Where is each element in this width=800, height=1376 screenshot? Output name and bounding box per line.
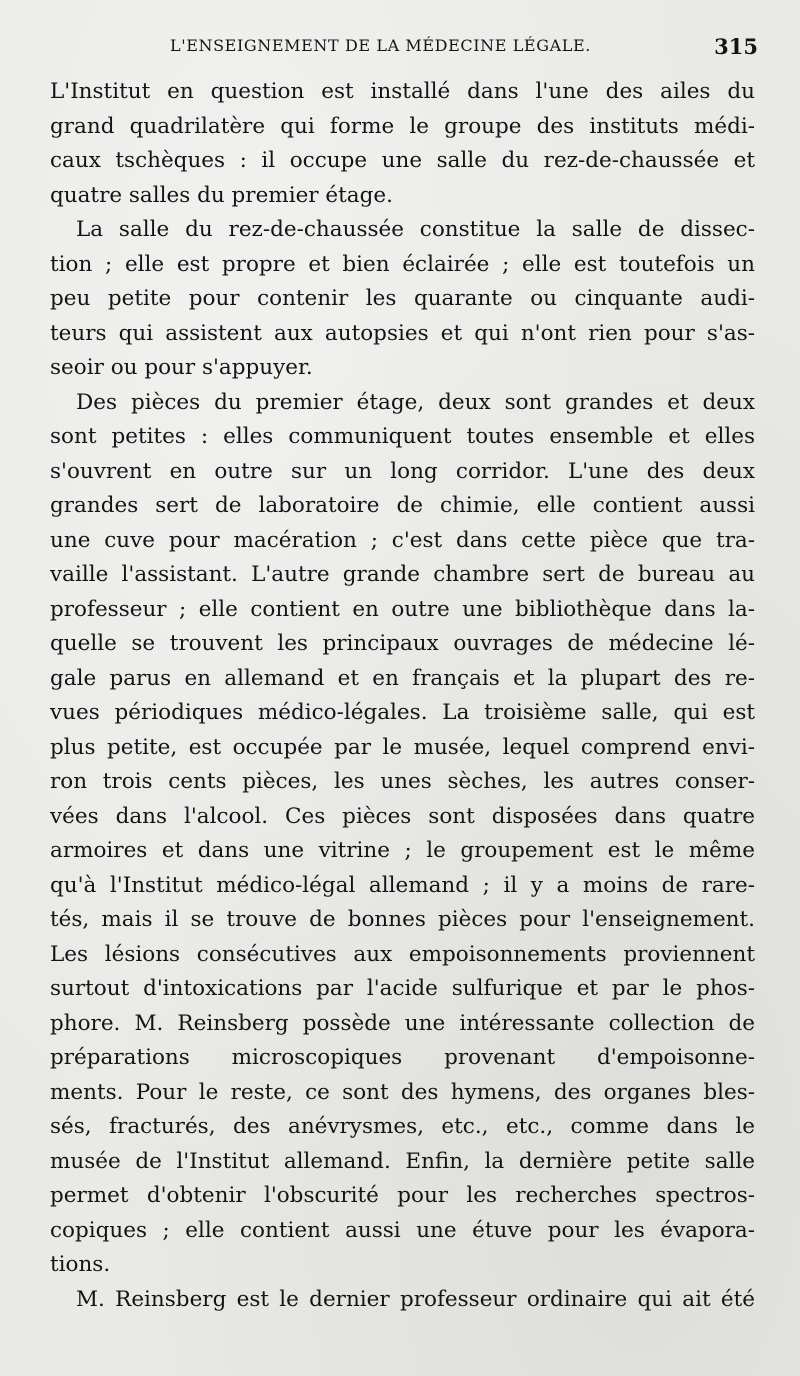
text-line: sont petites : elles communiquent toutes ensemble et elles [50, 424, 755, 449]
page-number: 315 [714, 34, 758, 59]
text-line: caux tschèques : il occupe une salle du rez-de-chaussée et [50, 148, 755, 173]
text-line: armoires et dans une vitrine ; le groupement est le même [50, 838, 755, 863]
text-line: Des pièces du premier étage, deux sont grandes et deux [76, 389, 755, 415]
text-line: L'Institut en question est installé dans l'une des ailes du [50, 79, 755, 104]
text-line: M. Reinsberg est le dernier professeur ordinaire qui ait été [76, 1286, 755, 1312]
text-line: une cuve pour macération ; c'est dans cette pièce que tra- [50, 527, 755, 553]
text-line: préparations microscopiques provenant d'empoisonne- [50, 1045, 755, 1070]
body-text [50, 75, 755, 1317]
text-line: ron trois cents pièces, les unes sèches, les autres conser- [50, 769, 755, 794]
text-line: La salle du rez-de-chaussée constitue la salle de dissec- [76, 217, 755, 242]
text-line: professeur ; elle contient en outre une bibliothèque dans la- [50, 596, 755, 622]
text-line: permet d'obtenir l'obscurité pour les recherches spectros- [50, 1183, 755, 1208]
text-line: tion ; elle est propre et bien éclairée ; elle est toutefois un [50, 251, 755, 277]
text-line: tions. [50, 1252, 111, 1277]
text-line: ments. Pour le reste, ce sont des hymens, des organes bles- [50, 1079, 755, 1105]
text-line: vues périodiques médico-légales. La troisième salle, qui est [50, 700, 755, 725]
text-line: quatre salles du premier étage. [50, 182, 393, 208]
text-line: vées dans l'alcool. Ces pièces sont disposées dans quatre [50, 803, 755, 829]
text-line: grandes sert de laboratoire de chimie, elle contient aussi [50, 493, 755, 518]
text-line: grand quadrilatère qui forme le groupe des instituts médi- [50, 113, 755, 139]
text-line: tés, mais il se trouve de bonnes pièces pour l'enseignement. [50, 907, 755, 932]
text-line: quelle se trouvent les principaux ouvrages de médecine lé- [50, 631, 755, 656]
text-line: teurs qui assistent aux autopsies et qui n'ont rien pour s'as- [50, 320, 755, 346]
running-title: L'ENSEIGNEMENT DE LA MÉDECINE LÉGALE. [170, 36, 591, 55]
text-line: phore. M. Reinsberg possède une intéressante collection de [50, 1010, 755, 1036]
text-line: plus petite, est occupée par le musée, lequel comprend envi- [50, 734, 755, 760]
text-line: s'ouvrent en outre sur un long corridor. L'une des deux [50, 458, 755, 484]
text-line: qu'à l'Institut médico-légal allemand ; il y a moins de rare- [50, 872, 755, 898]
text-line: surtout d'intoxications par l'acide sulfurique et par le phos- [50, 976, 755, 1001]
text-line: seoir ou pour s'appuyer. [50, 355, 313, 380]
text-line: musée de l'Institut allemand. Enfin, la dernière petite salle [50, 1148, 755, 1174]
text-line: gale parus en allemand et en français et la plupart des re- [50, 665, 755, 691]
text-line: peu petite pour contenir les quarante ou cinquante audi- [50, 286, 755, 311]
text-line: Les lésions consécutives aux empoisonnements proviennent [50, 941, 755, 967]
text-line: vaille l'assistant. L'autre grande chambre sert de bureau au [50, 562, 755, 587]
text-line: sés, fracturés, des anévrysmes, etc., etc., comme dans le [50, 1114, 755, 1139]
text-line: copiques ; elle contient aussi une étuve pour les évapora- [50, 1217, 755, 1243]
